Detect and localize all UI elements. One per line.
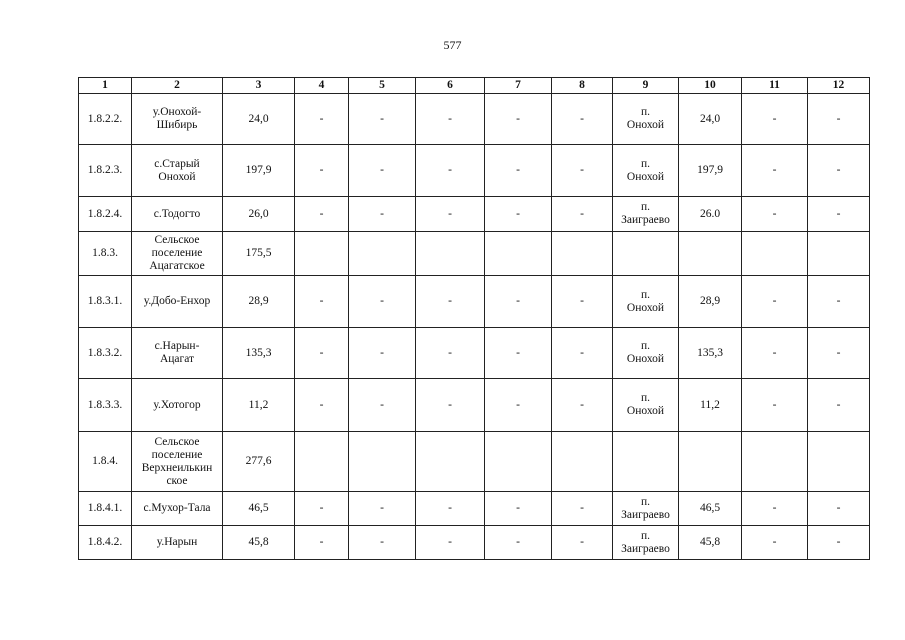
table-cell: [295, 379, 349, 432]
cell-text: 1.8.3.3.: [87, 398, 123, 411]
table-cell: [679, 94, 742, 145]
table-cell: [808, 432, 870, 492]
cell-text: -: [319, 346, 324, 359]
cell-text: -: [580, 207, 584, 220]
table-row: [79, 94, 870, 145]
cell-text: 46,5: [699, 502, 721, 514]
table-cell: [79, 232, 132, 276]
cell-text: -: [380, 164, 384, 176]
table-row: [79, 276, 870, 328]
table-row: [79, 145, 870, 197]
table-cell: [552, 432, 613, 492]
table-cell: [742, 232, 808, 276]
cell-text: -: [448, 164, 452, 176]
table-cell: [485, 145, 552, 197]
cell-text: 11,2: [700, 398, 720, 411]
cell-text: -: [580, 295, 584, 307]
cell-text: -: [380, 295, 384, 307]
cell-text: с.Мухор-Тала: [143, 502, 211, 514]
cell-text: п. Заиграево: [621, 495, 670, 521]
cell-text: -: [836, 164, 841, 176]
cell-text: 24,0: [699, 112, 721, 125]
table-cell: [485, 432, 552, 492]
cell-text: у.Добо-Енхор: [143, 295, 211, 307]
cell-text: -: [516, 398, 520, 411]
table-cell: [552, 492, 613, 526]
table-cell: [416, 379, 485, 432]
cell-text: с.Старый Онохой: [154, 157, 200, 183]
cell-text: -: [516, 207, 520, 220]
header-row: [79, 78, 870, 94]
table-cell: [613, 328, 679, 379]
cell-text: 45,8: [699, 536, 721, 548]
table-cell: [679, 328, 742, 379]
cell-text: 28,9: [699, 295, 721, 307]
cell-text: -: [580, 502, 584, 514]
cell-text: -: [580, 536, 584, 548]
cell-text: п. Онохой: [626, 288, 665, 314]
table-cell: [295, 145, 349, 197]
cell-text: -: [580, 398, 584, 411]
cell-text: -: [448, 398, 452, 411]
table-cell: [223, 197, 295, 232]
table-cell: [79, 197, 132, 232]
table-cell: [613, 145, 679, 197]
table-cell: [416, 492, 485, 526]
data-table: [78, 77, 870, 560]
table-cell: [552, 526, 613, 560]
table-cell: [295, 276, 349, 328]
column-header: 7: [485, 78, 552, 94]
cell-text: -: [448, 207, 452, 220]
table-cell: [79, 379, 132, 432]
table-cell: [349, 197, 416, 232]
cell-text: 135,3: [697, 346, 723, 359]
table-cell: [808, 197, 870, 232]
table-cell: [349, 328, 416, 379]
cell-text: -: [516, 295, 520, 307]
cell-text: 1.8.4.1.: [87, 502, 123, 514]
cell-text: -: [836, 112, 841, 125]
table-cell: [613, 232, 679, 276]
table-cell: [485, 94, 552, 145]
table-cell: [79, 276, 132, 328]
page-number: 577: [443, 38, 462, 52]
table-cell: [742, 276, 808, 328]
cell-text: у.Нарын: [156, 536, 198, 548]
cell-text: -: [319, 112, 324, 125]
table-cell: [295, 492, 349, 526]
cell-text: 24,0: [248, 112, 269, 125]
cell-text: 1.8.2.4.: [87, 207, 123, 220]
table-cell: [552, 94, 613, 145]
table-cell: [416, 94, 485, 145]
cell-text: -: [772, 398, 777, 411]
cell-text: -: [516, 536, 520, 548]
cell-text: -: [319, 398, 324, 411]
table-cell: [679, 379, 742, 432]
table-cell: [79, 145, 132, 197]
cell-text: -: [772, 536, 777, 548]
table-cell: [132, 379, 223, 432]
table-cell: [79, 328, 132, 379]
cell-text: -: [836, 536, 841, 548]
table-cell: [679, 432, 742, 492]
cell-text: 26.0: [699, 207, 721, 220]
cell-text: 11,2: [248, 398, 269, 411]
cell-text: п. Онохой: [626, 340, 665, 365]
table-cell: [132, 94, 223, 145]
table-cell: [485, 492, 552, 526]
table-cell: [132, 145, 223, 197]
table-cell: [349, 432, 416, 492]
cell-text: -: [772, 207, 777, 220]
table-row: [79, 379, 870, 432]
cell-text: с.Тодогто: [153, 207, 201, 220]
cell-text: -: [516, 164, 520, 176]
table-body: [79, 94, 870, 560]
cell-text: -: [380, 112, 384, 125]
table-cell: [79, 94, 132, 145]
cell-text: -: [580, 346, 584, 359]
table-cell: [808, 276, 870, 328]
table-cell: [679, 492, 742, 526]
table-cell: [132, 276, 223, 328]
cell-text: -: [380, 502, 384, 514]
cell-text: -: [516, 112, 520, 125]
table-cell: [485, 276, 552, 328]
table-cell: [679, 276, 742, 328]
table-cell: [808, 526, 870, 560]
cell-text: 1.8.3.1.: [87, 295, 123, 307]
cell-text: -: [380, 346, 384, 359]
table-cell: [295, 232, 349, 276]
table-cell: [132, 232, 223, 276]
table-cell: [742, 145, 808, 197]
cell-text: -: [319, 502, 324, 514]
cell-text: -: [836, 398, 841, 411]
table-cell: [416, 197, 485, 232]
table-cell: [552, 276, 613, 328]
table-cell: [552, 379, 613, 432]
column-header: 11: [742, 78, 808, 94]
column-header: 8: [552, 78, 613, 94]
table-cell: [613, 379, 679, 432]
table-row: [79, 432, 870, 492]
cell-text: -: [448, 295, 452, 307]
table-cell: [613, 492, 679, 526]
column-header: 1: [79, 78, 132, 94]
column-header: 10: [679, 78, 742, 94]
table-cell: [132, 492, 223, 526]
cell-text: -: [836, 207, 841, 220]
table-cell: [223, 432, 295, 492]
table-row: [79, 197, 870, 232]
cell-text: 1.8.4.2.: [87, 536, 123, 548]
table-cell: [295, 432, 349, 492]
table-row: [79, 328, 870, 379]
table-cell: [223, 145, 295, 197]
table-cell: [349, 276, 416, 328]
cell-text: у.Хотогор: [153, 398, 201, 411]
table-cell: [416, 232, 485, 276]
table-cell: [349, 145, 416, 197]
table-cell: [679, 232, 742, 276]
cell-text: 1.8.2.3.: [87, 164, 123, 176]
table-row: [79, 492, 870, 526]
table-cell: [349, 232, 416, 276]
table-cell: [485, 379, 552, 432]
table-cell: [416, 276, 485, 328]
table-cell: [416, 145, 485, 197]
table-cell: [742, 492, 808, 526]
table-cell: [223, 94, 295, 145]
table-cell: [679, 145, 742, 197]
table-cell: [295, 526, 349, 560]
table-cell: [223, 526, 295, 560]
table-cell: [79, 526, 132, 560]
table-cell: [349, 379, 416, 432]
table-cell: [295, 94, 349, 145]
table-cell: [742, 197, 808, 232]
cell-text: 1.8.3.: [92, 247, 118, 259]
table-cell: [613, 197, 679, 232]
table-cell: [808, 232, 870, 276]
table-cell: [295, 328, 349, 379]
cell-text: -: [772, 502, 777, 514]
table-cell: [416, 526, 485, 560]
table-cell: [613, 432, 679, 492]
table-row: [79, 526, 870, 560]
column-header: 12: [808, 78, 870, 94]
cell-text: п. Онохой: [626, 157, 665, 183]
cell-text: 197,9: [245, 164, 272, 176]
cell-text: -: [772, 112, 777, 125]
cell-text: -: [772, 164, 777, 176]
cell-text: -: [319, 164, 324, 176]
table-cell: [552, 328, 613, 379]
table-cell: [132, 432, 223, 492]
table-cell: [349, 526, 416, 560]
cell-text: -: [516, 346, 520, 359]
table-cell: [349, 94, 416, 145]
table-cell: [679, 197, 742, 232]
cell-text: 46,5: [248, 502, 269, 514]
table-cell: [79, 432, 132, 492]
table-cell: [79, 492, 132, 526]
cell-text: Сельское поселение Верхнеилькин ское: [141, 435, 213, 487]
table-cell: [679, 526, 742, 560]
cell-text: -: [580, 164, 584, 176]
table-cell: [132, 526, 223, 560]
cell-text: -: [448, 536, 452, 548]
table-cell: [132, 328, 223, 379]
table-cell: [742, 432, 808, 492]
cell-text: -: [380, 536, 384, 548]
table-cell: [485, 328, 552, 379]
cell-text: -: [448, 502, 452, 514]
table-cell: [295, 197, 349, 232]
table-cell: [808, 492, 870, 526]
cell-text: -: [448, 112, 452, 125]
column-header: 5: [349, 78, 416, 94]
cell-text: -: [319, 295, 324, 307]
cell-text: 1.8.2.2.: [87, 112, 123, 125]
table-cell: [223, 328, 295, 379]
table-cell: [223, 276, 295, 328]
cell-text: у.Онохой- Шибирь: [152, 106, 202, 131]
table-row: [79, 232, 870, 276]
cell-text: Сельское поселение Ацагатское: [149, 234, 205, 272]
cell-text: -: [448, 346, 452, 359]
cell-text: -: [772, 295, 777, 307]
table-cell: [742, 94, 808, 145]
table-cell: [552, 197, 613, 232]
cell-text: -: [319, 207, 324, 220]
cell-text: -: [836, 295, 841, 307]
cell-text: 135,3: [245, 346, 272, 359]
cell-text: с.Нарын- Ацагат: [154, 340, 200, 365]
table-cell: [613, 526, 679, 560]
cell-text: 26,0: [248, 207, 269, 220]
table-cell: [485, 526, 552, 560]
cell-text: п. Онохой: [626, 106, 665, 131]
cell-text: -: [380, 207, 384, 220]
table-cell: [552, 232, 613, 276]
cell-text: 1.8.4.: [92, 455, 118, 467]
cell-text: 197,9: [697, 164, 723, 176]
cell-text: 28,9: [248, 295, 269, 307]
table-cell: [742, 526, 808, 560]
cell-text: 277,6: [245, 455, 272, 467]
table-cell: [485, 197, 552, 232]
table-cell: [552, 145, 613, 197]
cell-text: -: [319, 536, 324, 548]
table-cell: [223, 379, 295, 432]
column-header: 4: [295, 78, 349, 94]
table-cell: [613, 276, 679, 328]
table-cell: [808, 94, 870, 145]
table-cell: [742, 328, 808, 379]
table-cell: [223, 232, 295, 276]
table-cell: [416, 432, 485, 492]
column-header: 3: [223, 78, 295, 94]
cell-text: -: [772, 346, 777, 359]
cell-text: 175,5: [245, 247, 272, 259]
cell-text: -: [580, 112, 584, 125]
table-cell: [416, 328, 485, 379]
column-header: 9: [613, 78, 679, 94]
cell-text: 45,8: [248, 536, 269, 548]
table-cell: [485, 232, 552, 276]
table-cell: [742, 379, 808, 432]
column-header: 2: [132, 78, 223, 94]
table-cell: [808, 379, 870, 432]
table-cell: [349, 492, 416, 526]
column-header: 6: [416, 78, 485, 94]
table-cell: [223, 492, 295, 526]
table-cell: [808, 328, 870, 379]
cell-text: -: [836, 346, 841, 359]
cell-text: п. Онохой: [626, 392, 665, 417]
table-cell: [808, 145, 870, 197]
cell-text: 1.8.3.2.: [87, 346, 123, 359]
cell-text: -: [836, 502, 841, 514]
table-cell: [132, 197, 223, 232]
cell-text: п. Заиграево: [621, 201, 670, 226]
table-cell: [613, 94, 679, 145]
cell-text: -: [516, 502, 520, 514]
cell-text: п. Заиграево: [621, 529, 670, 555]
cell-text: -: [380, 398, 384, 411]
